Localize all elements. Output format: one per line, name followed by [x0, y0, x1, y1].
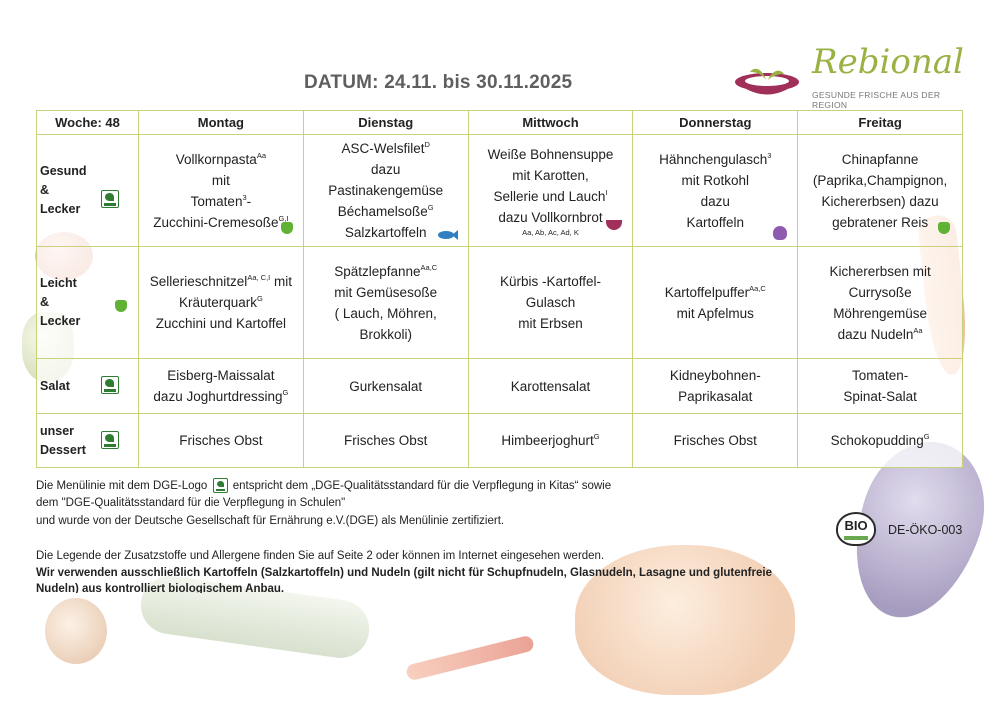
menu-cell-salat-mittwoch: Karottensalat: [468, 359, 633, 414]
menu-cell-dessert-mittwoch: Himbeerjoghurt$^G$: [468, 414, 633, 468]
menu-cell-salat-montag: Eisberg-Maissalat dazu Joghurtdressing$^G$: [139, 359, 304, 414]
menu-cell-salat-dienstag: Gurkensalat: [303, 359, 468, 414]
row-label-gesund: [37, 135, 139, 247]
row-label-dessert: [37, 414, 139, 468]
row-label-leicht: [37, 247, 139, 359]
menu-cell-leicht-mittwoch: Kürbis -Kartoffel- Gulasch mit Erbsen: [468, 247, 633, 359]
day-freitag: Freitag: [798, 111, 963, 135]
row-label-line: Lecker: [40, 314, 81, 328]
menu-cell-gesund-freitag: Chinapfanne (Paprika,Champignon, Kichererbsen) dazu gebratener Reis: [798, 135, 963, 247]
dge-note-line: und wurde von der Deutsche Gesellschaft für Ernährung e.V.(DGE) als Menülinie zertifiziert.: [36, 515, 505, 527]
vegetarian-icon: [938, 222, 950, 234]
menu-cell-dessert-dienstag: Frisches Obst: [303, 414, 468, 468]
onion-illustration: [45, 598, 107, 664]
menu-cell-gesund-mittwoch: Weiße Bohnensuppe mit Karotten, Sellerie und Lauch$^I$ dazu Vollkornbrot Aa, Ab, Ac, Ad, K: [468, 135, 633, 247]
menu-cell-dessert-freitag: Schokopudding$^G$: [798, 414, 963, 468]
logo-name: Rebional: [812, 42, 964, 82]
day-donnerstag: Donnerstag: [633, 111, 798, 135]
chili-illustration: [405, 635, 535, 682]
row-label-line: &: [40, 183, 50, 197]
week-label: Woche: 48: [37, 111, 139, 135]
menu-cell-leicht-freitag: Kichererbsen mit Currysoße Möhrengemüse dazu Nudeln$^{Aa}$: [798, 247, 963, 359]
bio-seal-icon: BIO: [836, 512, 876, 546]
row-label-line: Salat: [40, 378, 70, 393]
chicken-icon: [773, 226, 787, 240]
table-row-dessert: [37, 414, 963, 468]
table-row-leicht: [37, 247, 963, 359]
menu-cell-dessert-montag: Frisches Obst: [139, 414, 304, 468]
row-label-line: Leicht: [40, 276, 77, 290]
row-label-line: unser: [40, 423, 75, 438]
rebional-logo: [730, 40, 970, 108]
table-row-salat: [37, 359, 963, 414]
menu-cell-salat-freitag: Tomaten- Spinat-Salat: [798, 359, 963, 414]
organic-note-cont: Nudeln) aus kontrolliert biologischem Anbau.: [36, 583, 285, 593]
menu-cell-leicht-dienstag: Spätzlepfanne$^{Aa,C}$ mit Gemüsesoße ( Lauch, Möhren, Brokkoli): [303, 247, 468, 359]
dge-note-line: dem "DGE-Qualitätsstandard für die Verpflegung in Schulen": [36, 497, 346, 509]
dge-logo-icon: [213, 478, 228, 493]
weekly-menu-table: [36, 110, 963, 468]
page-title: DATUM: 24.11. bis 30.11.2025: [304, 72, 573, 93]
day-mittwoch: Mittwoch: [468, 111, 633, 135]
fish-icon: [438, 230, 458, 240]
day-montag: Montag: [139, 111, 304, 135]
bowl-logo-icon: [732, 68, 802, 100]
menu-cell-salat-donnerstag: Kidneybohnen- Paprikasalat: [633, 359, 798, 414]
organic-note: Wir verwenden ausschließlich Kartoffeln (Salzkartoffeln) und Nudeln (gilt nicht für Schupfnudeln, Glasnudeln, Lasagne und glutenfreie: [36, 567, 772, 579]
day-dienstag: Dienstag: [303, 111, 468, 135]
table-row-gesund: [37, 135, 963, 247]
vegetarian-icon: [115, 300, 127, 312]
dge-note-line: Die Menülinie mit dem DGE-Logo entspricht dem „DGE-Qualitätsstandard für die Verpflegung in Kitas“ sowie: [36, 480, 612, 492]
legend-note: Die Legende der Zusatzstoffe und Allergene finden Sie auf Seite 2 oder können im Internet eingesehen werden.: [36, 550, 605, 562]
dge-logo-icon: [101, 376, 119, 394]
logo-tagline: GESUNDE FRISCHE AUS DER REGION: [812, 90, 941, 110]
menu-cell-gesund-montag: Vollkornpasta$^{Aa}$ mit Tomaten$^3$- Zucchini-Cremesoße$^{G,I}$: [139, 135, 304, 247]
dge-logo-icon: [101, 431, 119, 449]
menu-cell-gesund-dienstag: ASC-Welsfilet$^D$ dazu Pastinakengemüse Béchamelsoße$^G$ Salzkartoffeln: [303, 135, 468, 247]
row-label-line: Dessert: [40, 442, 86, 457]
row-label-line: Lecker: [40, 202, 81, 216]
table-header-row: [37, 111, 963, 135]
allergen-note: Aa, Ab, Ac, Ad, K: [522, 227, 579, 237]
menu-cell-dessert-donnerstag: Frisches Obst: [633, 414, 798, 468]
dge-logo-icon: [101, 190, 119, 208]
row-label-salat: [37, 359, 139, 414]
vegetarian-icon: [281, 222, 293, 234]
menu-cell-leicht-donnerstag: Kartoffelpuffer$^{Aa,C}$ mit Apfelmus: [633, 247, 798, 359]
row-label-line: Gesund: [40, 164, 87, 178]
menu-cell-leicht-montag: Sellerieschnitzel$^{Aa, C,I}$ mit Kräuterquark$^G$ Zucchini und Kartoffel: [139, 247, 304, 359]
bio-control-code: DE-ÖKO-003: [888, 523, 963, 537]
menu-cell-gesund-donnerstag: Hähnchengulasch$^3$ mit Rotkohl dazu Kartoffeln: [633, 135, 798, 247]
row-label-line: &: [40, 295, 50, 309]
